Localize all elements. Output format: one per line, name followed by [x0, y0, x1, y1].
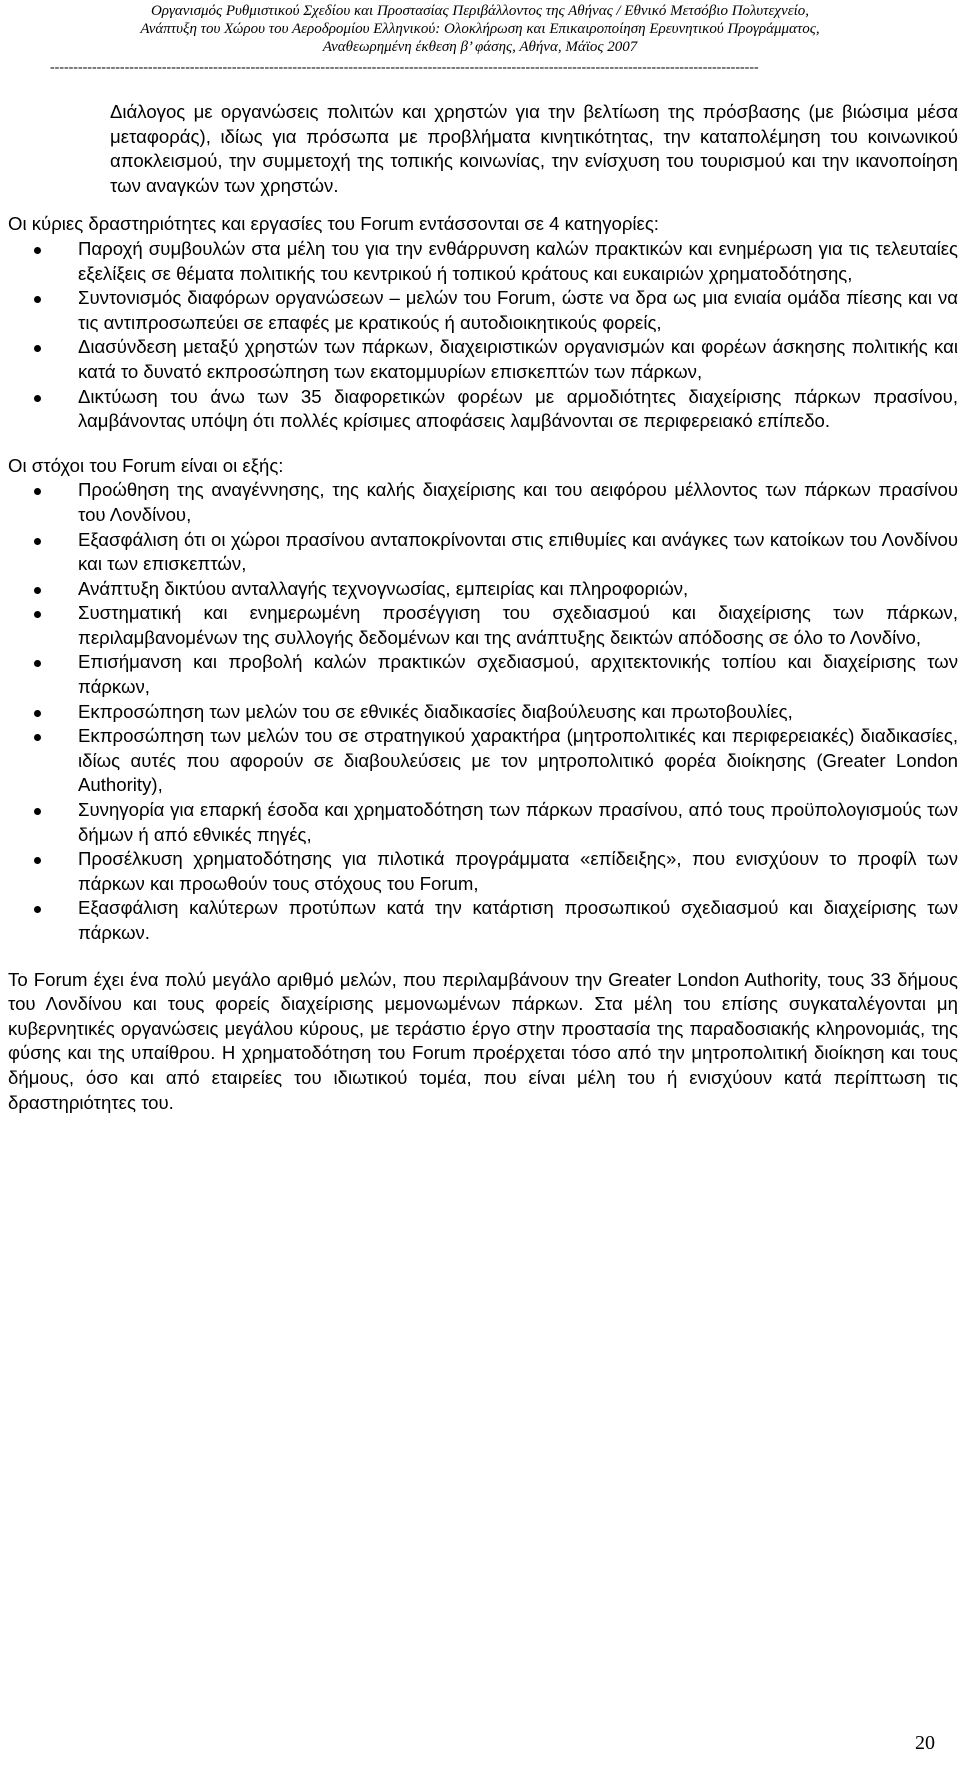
bullet-icon	[34, 488, 41, 495]
list-item: Συντονισμός διαφόρων οργανώσεων – μελών του Forum, ώστε να δρα ως μια ενιαία ομάδα πίεσης και να τις αντιπροσωπεύει σε επαφές με κρατικούς ή αυτοδιοικητικούς φορείς,	[8, 286, 958, 335]
document-body	[8, 100, 958, 1115]
header-line-1: Οργανισμός Ρυθμιστικού Σχεδίου και Προστασίας Περιβάλλοντος της Αθήνας / Εθνικό Μετσόβιο Πολυτεχνείο,	[150, 3, 810, 19]
list-item: Επισήμανση και προβολή καλών πρακτικών σχεδιασμού, αρχιτεκτονικής τοπίου και διαχείρισης των πάρκων,	[8, 650, 958, 699]
bullet-icon	[34, 660, 41, 667]
list-item: Εξασφάλιση καλύτερων προτύπων κατά την κατάρτιση προσωπικού σχεδιασμού και διαχείρισης των πάρκων.	[8, 896, 958, 945]
list-item: Συστηματική και ενημερωμένη προσέγγιση του σχεδιασμού και διαχείρισης των πάρκων, περιλαμβανομένων της συλλογής δεδομένων και της ανάπτυξης δεικτών απόδοσης σε όλο το Λονδίνο,	[8, 601, 958, 650]
bullet-icon	[34, 857, 41, 864]
list-item: Συνηγορία για επαρκή έσοδα και χρηματοδότηση των πάρκων πρασίνου, από τους προϋπολογισμούς των δήμων ή από εθνικές πηγές,	[8, 798, 958, 847]
header-line-3: Αναθεωρημένη έκθεση β’ φάσης, Αθήνα, Μάϊος 2007	[322, 39, 638, 55]
goals-lead: Οι στόχοι του Forum είναι οι εξής:	[8, 454, 284, 476]
list-item: Εξασφάλιση ότι οι χώροι πρασίνου ανταποκρίνονται στις επιθυμίες και ανάγκες των κατοίκων του Λονδίνου και των επισκεπτών,	[8, 528, 958, 577]
bullet-icon	[34, 538, 41, 545]
list-item: Ανάπτυξη δικτύου ανταλλαγής τεχνογνωσίας, εμπειρίας και πληροφοριών,	[8, 577, 958, 602]
bullet-icon	[34, 247, 41, 254]
goals-list	[8, 478, 958, 945]
header-dashed-rule: --------------------------------------------------------------------------------------------------------------------------------------------------------	[50, 60, 759, 75]
running-header	[0, 2, 960, 56]
list-item: Δικτύωση του άνω των 35 διαφορετικών φορέων με αρμοδιότητες διαχείρισης πάρκων πρασίνου, λαμβάνοντας υπόψη ότι πολλές κρίσιμες αποφάσεις λαμβάνονται σε περιφερειακό επίπεδο.	[8, 385, 958, 434]
bullet-icon	[34, 296, 41, 303]
activities-list	[8, 237, 958, 434]
bullet-icon	[34, 710, 41, 717]
bullet-icon	[34, 734, 41, 741]
list-item: Εκπροσώπηση των μελών του σε εθνικές διαδικασίες διαβούλευσης και πρωτοβουλίες,	[8, 700, 958, 725]
bullet-icon	[34, 906, 41, 913]
bullet-icon	[34, 395, 41, 402]
bullet-icon	[34, 808, 41, 815]
header-line-2: Ανάπτυξη του Χώρου του Αεροδρομίου Ελληνικού: Ολοκλήρωση και Επικαιροποίηση Ερευνητικού Προγράμματος,	[140, 21, 820, 37]
intro-paragraph: Διάλογος με οργανώσεις πολιτών και χρηστών για την βελτίωση της πρόσβασης (με βιώσιμα μέσα μεταφοράς), ιδίως για πρόσωπα με προβλήματα κινητικότητας, την καταπολέμηση του κοινωνικού αποκλεισμού, την συμμετοχή της τοπικής κοινωνίας, την ενίσχυση του τουρισμού και την ικανοποίηση των αναγκών των χρηστών.	[110, 101, 958, 196]
closing-paragraph: Το Forum έχει ένα πολύ μεγάλο αριθμό μελών, που περιλαμβάνουν την Greater London Authority, τους 33 δήμους του Λονδίνου και τους φορείς διαχείρισης μεμονωμένων πάρκων. Στα μέλη του επίσης συγκαταλέγονται μη κυβερνητικές οργανώσεις μεγάλου κύρους, με τεράστιο έργο στην προστασία της παραδοσιακής κληρονομιάς, της φύσης και της υπαίθρου. Η χρηματοδότηση του Forum προέρχεται τόσο από την μητροπολιτική διοίκηση και τους δήμους, όσο και από εταιρείες του ιδιωτικού τομέα, που είναι μέλη του ή ενισχύουν κατά περίπτωση τις δραστηριότητες του.	[8, 968, 958, 1113]
activities-lead: Οι κύριες δραστηριότητες και εργασίες του Forum εντάσσονται σε 4 κατηγορίες:	[8, 213, 659, 235]
list-item: Παροχή συμβουλών στα μέλη του για την ενθάρρυνση καλών πρακτικών και ενημέρωση για τις τελευταίες εξελίξεις σε θέματα πολιτικής του κεντρικού ή τοπικού κράτους και ευκαιριών χρηματοδότησης,	[8, 237, 958, 286]
list-item: Προώθηση της αναγέννησης, της καλής διαχείρισης και του αειφόρου μέλλοντος των πάρκων πρασίνου του Λονδίνου,	[8, 478, 958, 527]
list-item: Διασύνδεση μεταξύ χρηστών των πάρκων, διαχειριστικών οργανισμών και φορέων άσκησης πολιτικής και κατά το δυνατό εκπροσώπηση των εκατομμυρίων επισκεπτών των πάρκων,	[8, 335, 958, 384]
page-number: 20	[915, 1732, 935, 1754]
bullet-icon	[34, 345, 41, 352]
bullet-icon	[34, 611, 41, 618]
bullet-icon	[34, 587, 41, 594]
list-item: Εκπροσώπηση των μελών του σε στρατηγικού χαρακτήρα (μητροπολιτικές και περιφερειακές) διαδικασίες, ιδίως αυτές που αφορούν σε διαβουλεύσεις με τον μητροπολιτικό φορέα διοίκησης (Greater London Authority),	[8, 724, 958, 798]
list-item: Προσέλκυση χρηματοδότησης για πιλοτικά προγράμματα «επίδειξης», που ενισχύουν το προφίλ των πάρκων και προωθούν τους στόχους του Forum,	[8, 847, 958, 896]
